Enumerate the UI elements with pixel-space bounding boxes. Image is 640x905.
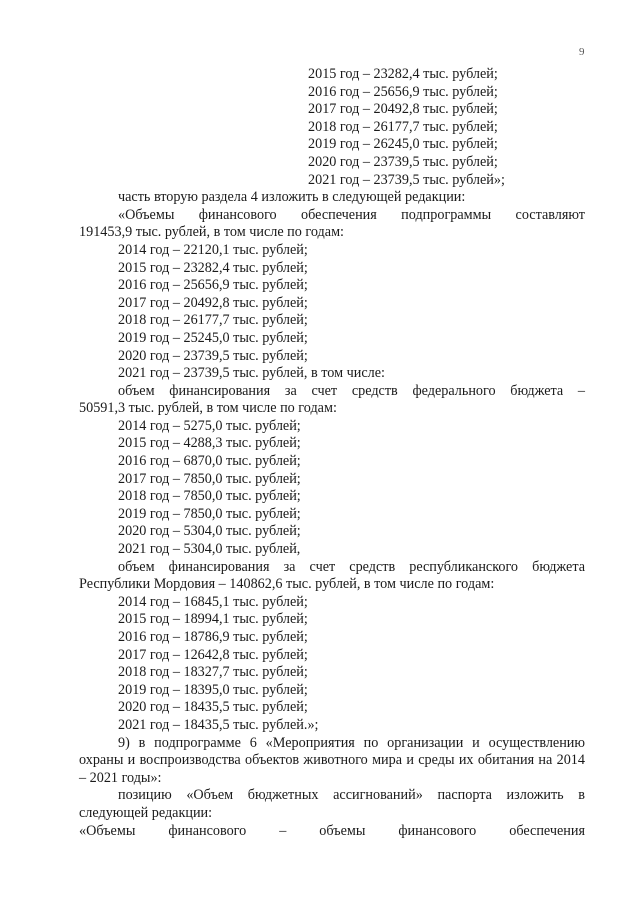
list-item: 2014 год – 16845,1 тыс. рублей; (118, 593, 308, 610)
federal-line-1: объем финансирования за счет средств федерального бюджета – (118, 382, 585, 399)
list-item: 2016 год – 6870,0 тыс. рублей; (118, 453, 301, 470)
republic-line-1: объем финансирования за счет средств республиканского бюджета (118, 558, 585, 575)
page-number: 9 (579, 46, 585, 58)
document-body (79, 66, 585, 840)
list-item: 2018 год – 18327,7 тыс. рублей; (118, 664, 308, 681)
list-item: 2021 год – 18435,5 тыс. рублей.»; (118, 716, 319, 733)
total-year-list (79, 242, 585, 383)
republic-line-2: Республики Мордовия – 140862,6 тыс. рублей, в том числе по годам: (79, 576, 495, 593)
passport-paragraph: позицию «Объем бюджетных ассигнований» паспорта изложить в следующей редакции: (79, 787, 585, 821)
federal-year-list (79, 418, 585, 559)
list-item: 2017 год – 20492,8 тыс. рублей; (308, 101, 498, 118)
list-item: 2021 год – 5304,0 тыс. рублей, (118, 541, 301, 558)
list-item: 2016 год – 18786,9 тыс. рублей; (118, 629, 308, 645)
list-item: 2018 год – 7850,0 тыс. рублей; (118, 488, 301, 505)
top-year-list (79, 66, 585, 189)
list-item: 2021 год – 23739,5 тыс. рублей, в том числе: (118, 365, 385, 382)
list-item: 2017 год – 20492,8 тыс. рублей; (118, 294, 308, 311)
list-item: 2015 год – 4288,3 тыс. рублей; (118, 435, 301, 452)
list-item: 2020 год – 23739,5 тыс. рублей; (118, 347, 308, 364)
list-item: 2017 год – 7850,0 тыс. рублей; (118, 470, 301, 487)
item-9-paragraph: 9) в подпрограмме 6 «Мероприятия по организации и осуществлению охраны и воспроизводства объектов животного мира и среды их обитания на 2014 – 2021 годы»: (79, 734, 585, 786)
list-item: 2018 год – 26177,7 тыс. рублей; (118, 312, 308, 329)
list-item: 2015 год – 18994,1 тыс. рублей; (118, 611, 308, 628)
list-item: 2017 год – 12642,8 тыс. рублей; (118, 646, 308, 663)
list-item: 2015 год – 23282,4 тыс. рублей; (308, 66, 498, 82)
list-item: 2019 год – 25245,0 тыс. рублей; (118, 329, 308, 346)
list-item: 2016 год – 25656,9 тыс. рублей; (308, 83, 498, 100)
section4-intro: часть вторую раздела 4 изложить в следующей редакции: (118, 189, 466, 206)
list-item: 2014 год – 22120,1 тыс. рублей; (118, 241, 308, 258)
list-item: 2019 год – 7850,0 тыс. рублей; (118, 505, 301, 522)
list-item: 2019 год – 26245,0 тыс. рублей; (308, 136, 498, 153)
list-item: 2015 год – 23282,4 тыс. рублей; (118, 259, 308, 276)
federal-line-2: 50591,3 тыс. рублей, в том числе по годам: (79, 400, 337, 417)
last-line: «Объемы финансового – объемы финансового обеспечения (79, 822, 585, 839)
list-item: 2020 год – 5304,0 тыс. рублей; (118, 523, 301, 540)
list-item: 2020 год – 18435,5 тыс. рублей; (118, 699, 308, 716)
list-item: 2020 год – 23739,5 тыс. рублей; (308, 153, 498, 170)
republic-year-list (79, 594, 585, 735)
list-item: 2018 год – 26177,7 тыс. рублей; (308, 118, 498, 135)
list-item: 2021 год – 23739,5 тыс. рублей»; (308, 171, 505, 188)
volumes-line-2: 191453,9 тыс. рублей, в том числе по годам: (79, 224, 344, 241)
list-item: 2019 год – 18395,0 тыс. рублей; (118, 681, 308, 698)
volumes-line-1: «Объемы финансового обеспечения подпрограммы составляют (118, 206, 585, 223)
list-item: 2016 год – 25656,9 тыс. рублей; (118, 277, 308, 294)
list-item: 2014 год – 5275,0 тыс. рублей; (118, 417, 301, 434)
